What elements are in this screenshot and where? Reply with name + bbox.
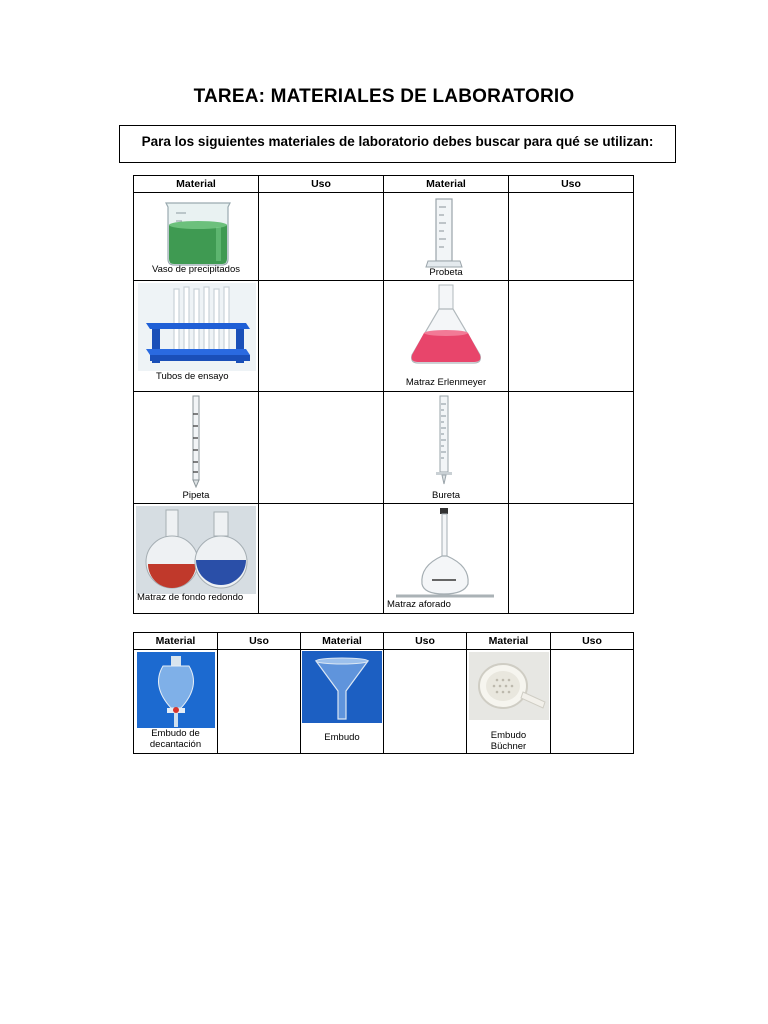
materials-table-2 <box>133 632 634 754</box>
material-label: Pipeta <box>182 490 210 501</box>
material-label: decantación <box>149 739 202 750</box>
material-label: Büchner <box>490 741 527 752</box>
table-row <box>134 650 634 754</box>
page-title: TAREA: MATERIALES DE LABORATORIO <box>193 86 575 107</box>
material-label: Embudo <box>324 732 360 743</box>
header-uso: Uso <box>218 633 301 650</box>
header-material: Material <box>134 633 218 650</box>
table-header-row <box>134 633 634 650</box>
volumetric-flask-image <box>384 506 508 600</box>
buchner-funnel-image <box>469 652 549 720</box>
material-cell <box>384 504 509 614</box>
instruction-text: Para los siguientes materiales de laboratorio debes buscar para qué se utilizan: <box>141 134 654 149</box>
uso-cell[interactable] <box>509 392 634 504</box>
table-row <box>134 504 634 614</box>
material-cell <box>134 504 259 614</box>
material-label: Tubos de ensayo <box>156 371 229 382</box>
uso-cell[interactable] <box>509 281 634 392</box>
material-cell <box>384 193 509 281</box>
uso-cell[interactable] <box>509 504 634 614</box>
uso-cell[interactable] <box>509 193 634 281</box>
table-row <box>134 392 634 504</box>
header-uso: Uso <box>384 633 467 650</box>
table-header-row <box>134 176 634 193</box>
test-tube-rack-image <box>138 283 256 371</box>
uso-cell[interactable] <box>259 392 384 504</box>
header-uso: Uso <box>259 176 384 193</box>
uso-cell[interactable] <box>259 193 384 281</box>
material-cell <box>301 650 384 754</box>
uso-cell[interactable] <box>259 281 384 392</box>
header-material: Material <box>301 633 384 650</box>
header-uso: Uso <box>551 633 634 650</box>
separatory-funnel-image <box>137 652 215 728</box>
material-cell <box>384 392 509 504</box>
material-cell <box>384 281 509 392</box>
materials-table-1 <box>133 175 634 614</box>
material-label: Probeta <box>429 267 463 278</box>
beaker-image <box>134 195 258 269</box>
header-uso: Uso <box>509 176 634 193</box>
material-label: Matraz de fondo redondo <box>137 592 244 603</box>
graduated-cylinder-image <box>384 195 508 271</box>
material-label: Embudo <box>490 730 527 741</box>
material-label: Vaso de precipitados <box>151 264 241 275</box>
material-cell <box>134 650 218 754</box>
material-label: Matraz Erlenmeyer <box>405 377 487 388</box>
material-label: Embudo de <box>151 728 200 739</box>
erlenmeyer-flask-image <box>384 283 508 371</box>
material-cell <box>467 650 551 754</box>
pipette-image <box>134 394 258 488</box>
funnel-image <box>302 651 382 725</box>
table-row <box>134 193 634 281</box>
material-cell <box>134 281 259 392</box>
uso-cell[interactable] <box>218 650 301 754</box>
uso-cell[interactable] <box>384 650 467 754</box>
uso-cell[interactable] <box>551 650 634 754</box>
round-bottom-flasks-image <box>136 506 256 594</box>
header-material: Material <box>467 633 551 650</box>
instruction-box <box>119 125 676 163</box>
burette-image <box>384 394 508 488</box>
material-label: Matraz aforado <box>387 599 451 610</box>
material-label: Bureta <box>432 490 460 501</box>
material-cell <box>134 392 259 504</box>
header-material: Material <box>384 176 509 193</box>
material-cell <box>134 193 259 281</box>
table-row <box>134 281 634 392</box>
header-material: Material <box>134 176 259 193</box>
uso-cell[interactable] <box>259 504 384 614</box>
